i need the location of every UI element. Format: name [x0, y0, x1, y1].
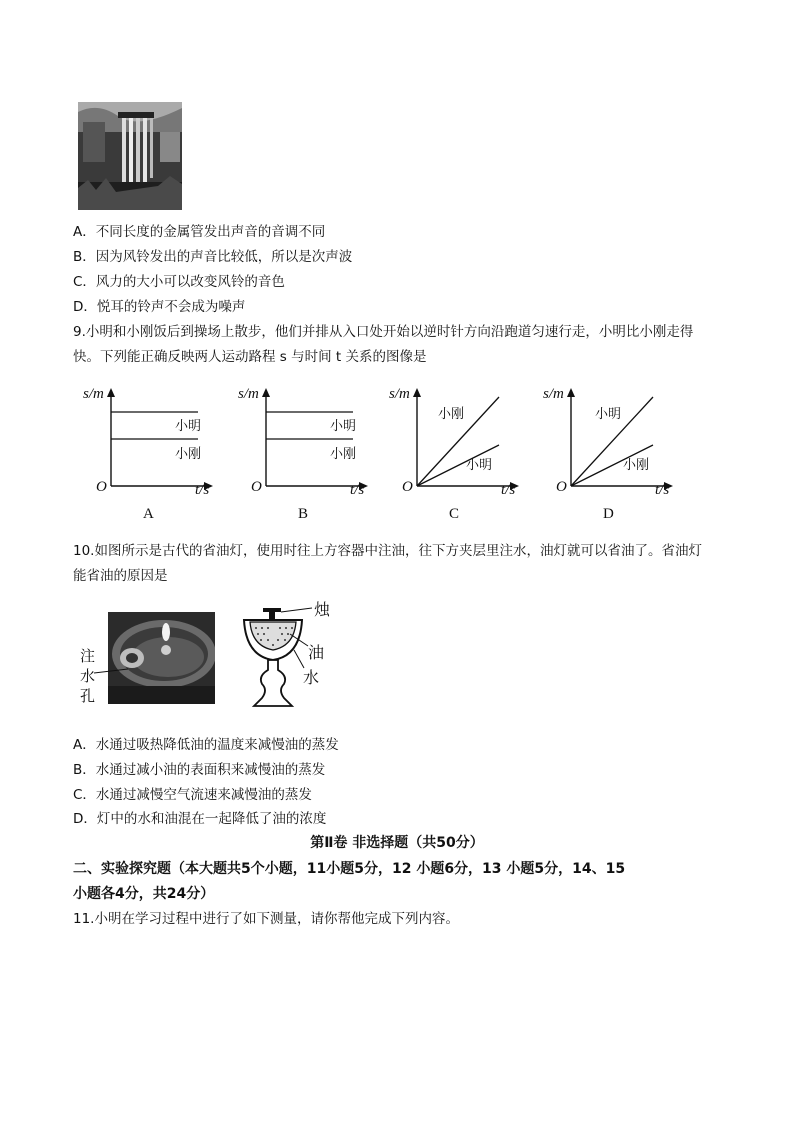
graph-c-origin: O	[402, 479, 413, 495]
q8-option-a: A．不同长度的金属管发出声音的音调不同	[73, 224, 326, 240]
q10-option-a: A．水通过吸热降低油的温度来减慢油的蒸发	[73, 737, 339, 753]
graph-d-lower-label: 小刚	[623, 457, 650, 472]
section2-heading-line2: 小题各4分，共24分）	[73, 886, 215, 902]
graph-c-letter: C	[449, 506, 460, 522]
photo-label-pointer	[94, 663, 134, 683]
q10-stem-line1: 10.如图所示是古代的省油灯，使用时往上方容器中注油，往下方夹层里注水，油灯就可以省油了。省油灯	[73, 543, 702, 559]
wind-chime-illustration	[78, 102, 182, 210]
graph-b	[235, 383, 375, 528]
graph-d-upper-label: 小明	[595, 406, 622, 421]
photo-label-char: 注	[80, 647, 96, 665]
q11-stem: 11.小明在学习过程中进行了如下测量，请你帮他完成下列内容。	[73, 911, 459, 927]
graph-b-lower-label: 小刚	[330, 446, 357, 461]
section2-title: 第Ⅱ卷 非选择题（共50分）	[310, 835, 484, 851]
q9-stem-line1: 9.小明和小刚饭后到操场上散步，他们并排从入口处开始以逆时针方向沿跑道匀速行走，小明比小刚走得	[73, 324, 694, 340]
graph-c-xlabel: t/s	[501, 482, 516, 498]
q10-stem-line2: 能省油的原因是	[73, 568, 168, 584]
wind-chime-photo	[78, 102, 182, 210]
q9-stem-line2: 快。下列能正确反映两人运动路程 s 与时间 t 关系的图像是	[73, 349, 427, 365]
section2-heading-line1: 二、实验探究题（本大题共5个小题，11小题5分，12 小题6分，13 小题5分，14、15	[73, 861, 626, 877]
graph-a-xlabel: t/s	[195, 482, 210, 498]
graph-d-letter: D	[603, 506, 614, 522]
graph-a-lower-label: 小刚	[175, 446, 202, 461]
oil-lamp-diagram	[238, 598, 348, 713]
graph-a	[80, 383, 220, 528]
oil-lamp-photo	[108, 612, 215, 704]
diagram-label-water: 水	[303, 668, 320, 687]
q8-option-b: B．因为风铃发出的声音比较低，所以是次声波	[73, 249, 353, 265]
q8-option-c: C．风力的大小可以改变风铃的音色	[73, 274, 285, 290]
graph-b-upper-label: 小明	[330, 418, 357, 433]
q10-option-d: D．灯中的水和油混在一起降低了油的浓度	[73, 811, 327, 827]
graph-d-xlabel: t/s	[655, 482, 670, 498]
graph-d	[540, 383, 680, 528]
graph-a-ylabel: s/m	[83, 386, 104, 402]
graph-c	[386, 383, 526, 528]
graph-a-origin: O	[96, 479, 107, 495]
q10-option-c: C．水通过减慢空气流速来减慢油的蒸发	[73, 787, 312, 803]
graph-a-letter: A	[143, 506, 154, 522]
photo-label-char: 孔	[80, 687, 96, 705]
graph-d-ylabel: s/m	[543, 386, 564, 402]
diagram-label-oil: 油	[308, 643, 325, 662]
q10-option-b: B．水通过减小油的表面积来减慢油的蒸发	[73, 762, 326, 778]
oil-lamp-photo-illustration	[108, 612, 215, 704]
graph-c-upper-label: 小刚	[438, 406, 465, 421]
q8-option-d: D．悦耳的铃声不会成为噪声	[73, 299, 246, 315]
graph-c-ylabel: s/m	[389, 386, 410, 402]
graph-b-origin: O	[251, 479, 262, 495]
graph-c-lower-label: 小明	[466, 457, 493, 472]
graph-b-ylabel: s/m	[238, 386, 259, 402]
oil-lamp-cross-section	[238, 598, 348, 713]
graph-b-letter: B	[298, 506, 309, 522]
q9-graphs	[80, 383, 700, 528]
diagram-label-candle: 烛	[314, 600, 331, 619]
graph-d-origin: O	[556, 479, 567, 495]
photo-label-char: 水	[80, 667, 96, 685]
graph-a-upper-label: 小明	[175, 418, 202, 433]
graph-b-xlabel: t/s	[350, 482, 365, 498]
